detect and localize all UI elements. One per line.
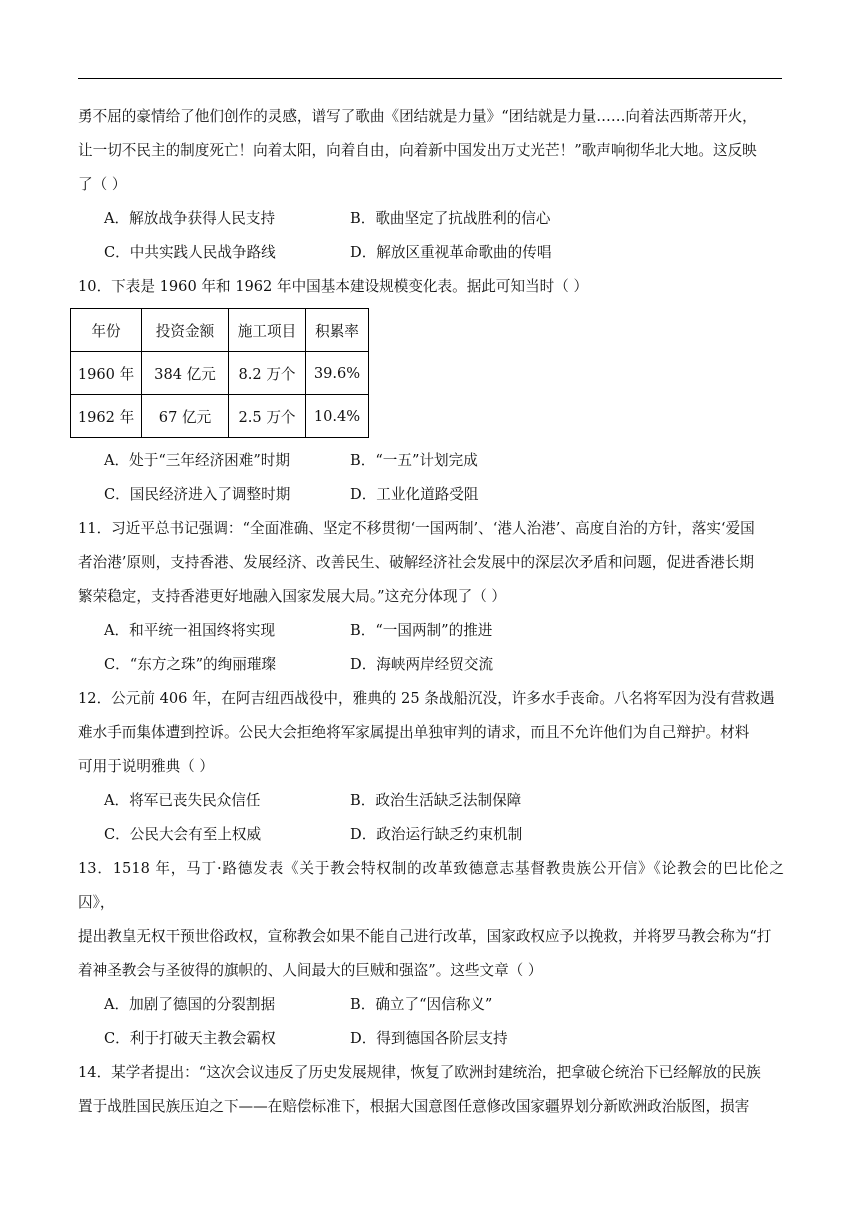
table-row [71,395,369,438]
table-cell: 8.2 万个 [229,352,306,395]
question-line: 11．习近平总书记强调：“全面准确、坚定不移贯彻‘一国两制’、‘港人治港’、高度自治的方针，落实‘爱国 [78,520,755,537]
option-a[interactable]: A．将军已丧失民众信任 [104,792,261,809]
question-10 [78,270,784,512]
options-row [78,236,784,270]
option-d[interactable]: D．得到德国各阶层支持 [350,1030,508,1047]
question-line: 着神圣教会与圣彼得的旗帜的、人间最大的巨贼和强盗”。这些文章（ ） [78,962,543,979]
table-cell: 2.5 万个 [229,395,306,438]
option-d[interactable]: D．政治运行缺乏约束机制 [350,826,523,843]
option-a[interactable]: A．加剧了德国的分裂割据 [104,996,276,1013]
option-c[interactable]: C．“东方之珠”的绚丽璀璨 [104,656,277,673]
option-c[interactable]: C．中共实践人民战争路线 [104,244,276,261]
option-c[interactable]: C．利于打破天主教会霸权 [104,1030,276,1047]
table-cell: 39.6% [306,352,369,395]
question-line: 14．某学者提出：“这次会议违反了历史发展规律，恢复了欧洲封建统治，把拿破仑统治下已经解放的民族 [78,1064,761,1081]
options-row [78,1022,784,1056]
table-cell: 1960 年 [71,352,142,395]
option-b[interactable]: B．确立了“因信称义” [350,996,493,1013]
question-line: 提出教皇无权干预世俗政权，宣称教会如果不能自己进行改革，国家政权应予以挽救，并将罗马教会称为“打 [78,928,772,945]
question-line: 繁荣稳定，支持香港更好地融入国家发展大局。”这充分体现了（ ） [78,588,507,605]
option-d[interactable]: D．工业化道路受阻 [350,486,479,503]
question-line: 让一切不民主的制度死亡！向着太阳，向着自由，向着新中国发出万丈光芒！”歌声响彻华北大地。这反映 [78,142,757,159]
option-b[interactable]: B．“一五”计划完成 [350,452,478,469]
option-d[interactable]: D．海峡两岸经贸交流 [350,656,494,673]
option-c[interactable]: C．公民大会有至上权威 [104,826,262,843]
options-row [78,444,784,478]
header-rule [78,78,782,79]
table-header-cell: 投资金额 [142,309,229,352]
question-line: 了（ ） [78,176,127,193]
table-row [71,352,369,395]
option-a[interactable]: A．解放战争获得人民支持 [104,210,276,227]
table-cell: 10.4% [306,395,369,438]
options-row [78,648,784,682]
question-line: 勇不屈的豪情给了他们创作的灵感，谱写了歌曲《团结就是力量》“团结就是力量……向着法西斯蒂开火， [78,108,757,125]
table-header-cell: 积累率 [306,309,369,352]
options-row [78,614,784,648]
question-stem: 10．下表是 1960 年和 1962 年中国基本建设规模变化表。据此可知当时（ ） [78,278,589,295]
options-row [78,784,784,818]
construction-scale-table [70,308,369,438]
table-header-cell: 年份 [71,309,142,352]
options-row [78,988,784,1022]
option-b[interactable]: B．政治生活缺乏法制保障 [350,792,522,809]
option-a[interactable]: A．处于“三年经济困难”时期 [104,452,290,469]
option-d[interactable]: D．解放区重视革命歌曲的传唱 [350,244,552,261]
question-line: 难水手而集体遭到控诉。公民大会拒绝将军家属提出单独审判的请求，而且不允许他们为自己辩护。材料 [78,724,750,741]
table-cell: 67 亿元 [142,395,229,438]
question-line: 13．1518 年，马丁·路德发表《关于教会特权制的改革致德意志基督教贵族公开信》《论教会的巴比伦之囚》， [78,860,784,911]
question-11 [78,512,784,682]
table-cell: 1962 年 [71,395,142,438]
option-c[interactable]: C．国民经济进入了调整时期 [104,486,291,503]
question-12 [78,682,784,852]
question-14 [78,1056,784,1124]
table-cell: 384 亿元 [142,352,229,395]
question-line: 者治港’原则，支持香港、发展经济、改善民生、破解经济社会发展中的深层次矛盾和问题，促进香港长期 [78,554,754,571]
options-row [78,818,784,852]
question-line: 可用于说明雅典（ ） [78,758,214,775]
exam-page [78,100,784,1124]
question-13 [78,852,784,1056]
table-header-row [71,309,369,352]
question-line: 12．公元前 406 年，在阿吉纽西战役中，雅典的 25 条战船沉没，许多水手丧命。八名将军因为没有营救遇 [78,690,775,707]
option-b[interactable]: B．“一国两制”的推进 [350,622,493,639]
table-header-cell: 施工项目 [229,309,306,352]
options-row [78,478,784,512]
option-a[interactable]: A．和平统一祖国终将实现 [104,622,276,639]
option-b[interactable]: B．歌曲坚定了抗战胜利的信心 [350,210,551,227]
question-line: 置于战胜国民族压迫之下——在赔偿标准下，根据大国意图任意修改国家疆界划分新欧洲政治版图，损害 [78,1098,750,1115]
options-row [78,202,784,236]
question-9-continuation [78,100,784,270]
